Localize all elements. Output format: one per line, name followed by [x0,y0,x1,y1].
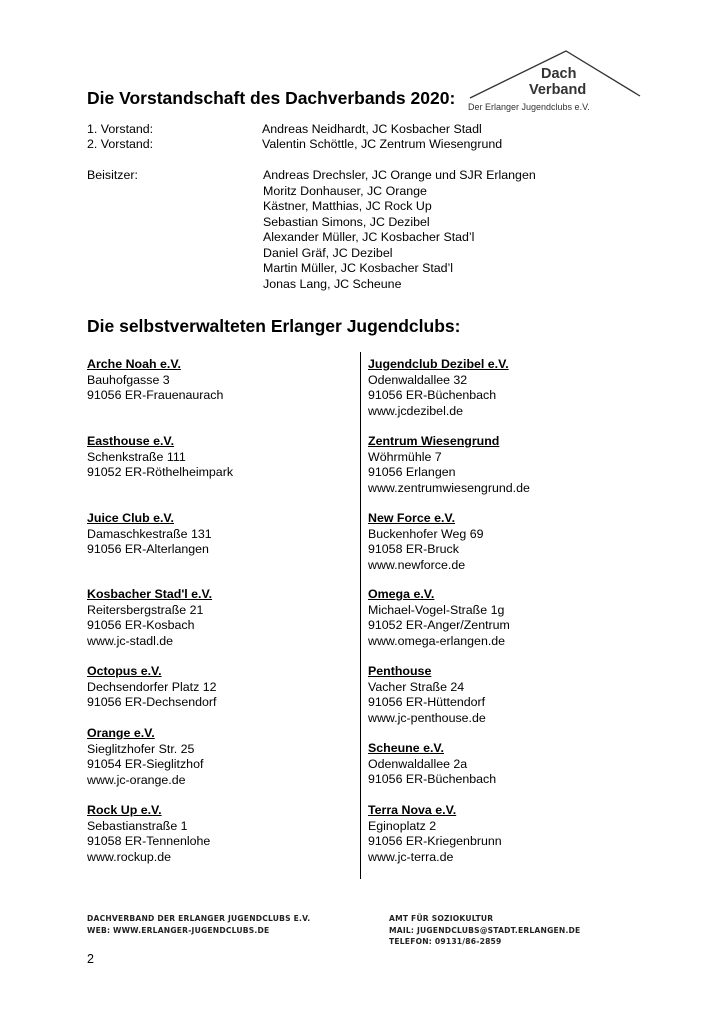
club-name: Rock Up e.V. [87,803,162,817]
club-city: 91054 ER-Sieglitzhof [87,757,204,771]
club-name: Kosbacher Stad'l e.V. [87,587,213,601]
footer-office: AMT FÜR SOZIOKULTUR [389,914,494,923]
club-website[interactable]: www.rockup.de [87,849,172,864]
footer-mail[interactable]: MAIL: JUGENDCLUBS@STADT.ERLANGEN.DE [389,925,581,935]
club-address: Wöhrmühle 7 [368,449,442,464]
chair1-label: 1. Vorstand: [87,122,154,136]
club-address: Schenkstraße 111 [87,449,186,464]
club-entry [87,357,223,404]
assessor: Alexander Müller, JC Kosbacher Stad’l [263,230,475,244]
assessor: Moritz Donhauser, JC Orange [263,183,427,198]
logo-tagline: Der Erlanger Jugendclubs e.V. [468,102,590,112]
logo [468,48,648,118]
club-entry [87,664,217,711]
assessor: Martin Müller, JC Kosbacher Stad’l [263,261,454,275]
club-website[interactable]: www.newforce.de [368,557,466,572]
club-address: Sieglitzhofer Str. 25 [87,741,195,756]
club-entry [368,511,484,573]
club-name: Penthouse [368,664,432,678]
club-address: Vacher Straße 24 [368,679,465,694]
club-name: Orange e.V. [87,726,155,740]
footer-phone: TELEFON: 09131/86-2859 [389,937,502,946]
club-address: Reitersbergstraße 21 [87,602,204,617]
club-name: New Force e.V. [368,511,456,525]
assessors-list [263,168,536,292]
club-website[interactable]: www.omega-erlangen.de [368,633,506,648]
assessor: Daniel Gräf, JC Dezibel [263,245,393,260]
club-address: Damaschkestraße 131 [87,526,212,541]
club-name: Jugendclub Dezibel e.V. [368,357,509,371]
footer-left [87,913,310,936]
club-city: 91056 ER-Frauenaurach [87,388,224,402]
club-entry [87,803,210,865]
club-city: 91056 ER-Hüttendorf [368,695,486,709]
club-website[interactable]: www.jcdezibel.de [368,403,464,418]
club-entry [87,434,233,481]
club-name: Juice Club e.V. [87,511,174,525]
club-name: Omega e.V. [368,587,435,601]
club-city: 91056 ER-Kosbach [87,618,195,632]
club-website[interactable]: www.zentrumwiesengrund.de [368,480,530,495]
club-city: 91056 ER-Alterlangen [87,542,209,556]
club-city: 91058 ER-Bruck [368,542,459,556]
assessor: Andreas Drechsler, JC Orange und SJR Erlangen [263,168,536,182]
footer-web[interactable]: WEB: WWW.ERLANGER-JUGENDCLUBS.DE [87,925,270,935]
chair2-name: Valentin Schöttle, JC Zentrum Wiesengrund [262,137,503,151]
page-number: 2 [87,952,94,966]
club-website[interactable]: www.jc-orange.de [87,772,186,787]
logo-line2: Verband [529,82,587,98]
column-divider [360,352,361,879]
assessor: Kästner, Matthias, JC Rock Up [263,199,432,213]
club-name: Octopus e.V. [87,664,162,678]
club-entry [368,803,502,865]
club-address: Sebastianstraße 1 [87,818,188,833]
club-entry [368,357,509,419]
chair1-name: Andreas Neidhardt, JC Kosbacher Stadl [262,122,482,136]
club-address: Bauhofgasse 3 [87,372,170,387]
club-name: Easthouse e.V. [87,434,175,448]
footer-right [389,913,580,948]
club-entry [368,741,496,788]
assessor: Sebastian Simons, JC Dezibel [263,214,430,229]
board-heading: Die Vorstandschaft des Dachverbands 2020: [87,88,456,108]
club-city: 91052 ER-Röthelheimpark [87,465,234,479]
club-address: Dechsendorfer Platz 12 [87,679,217,694]
club-address: Odenwaldallee 32 [368,372,468,387]
club-name: Zentrum Wiesengrund [368,434,500,448]
chair2-label: 2. Vorstand: [87,137,154,151]
club-city: 91056 ER-Büchenbach [368,388,497,402]
club-website[interactable]: www.jc-stadl.de [87,633,174,648]
club-address: Odenwaldallee 2a [368,756,468,771]
club-website[interactable]: www.jc-terra.de [368,849,454,864]
club-entry [368,587,510,649]
clubs-heading: Die selbstverwalteten Erlanger Jugendclubs: [87,316,461,336]
club-city: 91058 ER-Tennenlohe [87,834,211,848]
club-address: Michael-Vogel-Straße 1g [368,602,505,617]
club-city: 91056 ER-Dechsendorf [87,695,217,709]
club-address: Buckenhofer Weg 69 [368,526,484,541]
footer-org-name: DACHVERBAND DER ERLANGER JUGENDCLUBS E.V. [87,914,311,923]
assessors-label: Beisitzer: [87,168,138,182]
club-entry [87,511,212,558]
club-name: Terra Nova e.V. [368,803,457,817]
club-entry [368,664,486,726]
club-entry [87,587,212,649]
club-entry [87,726,203,788]
club-website[interactable]: www.jc-penthouse.de [368,710,486,725]
club-city: 91056 Erlangen [368,465,456,479]
club-entry [368,434,530,496]
club-name: Scheune e.V. [368,741,444,755]
club-city: 91056 ER-Kriegenbrunn [368,834,502,848]
assessor: Jonas Lang, JC Scheune [263,276,402,291]
logo-line1: Dach [541,66,577,82]
club-city: 91056 ER-Büchenbach [368,772,497,786]
club-address: Eginoplatz 2 [368,818,437,833]
club-name: Arche Noah e.V. [87,357,181,371]
club-city: 91052 ER-Anger/Zentrum [368,618,510,632]
